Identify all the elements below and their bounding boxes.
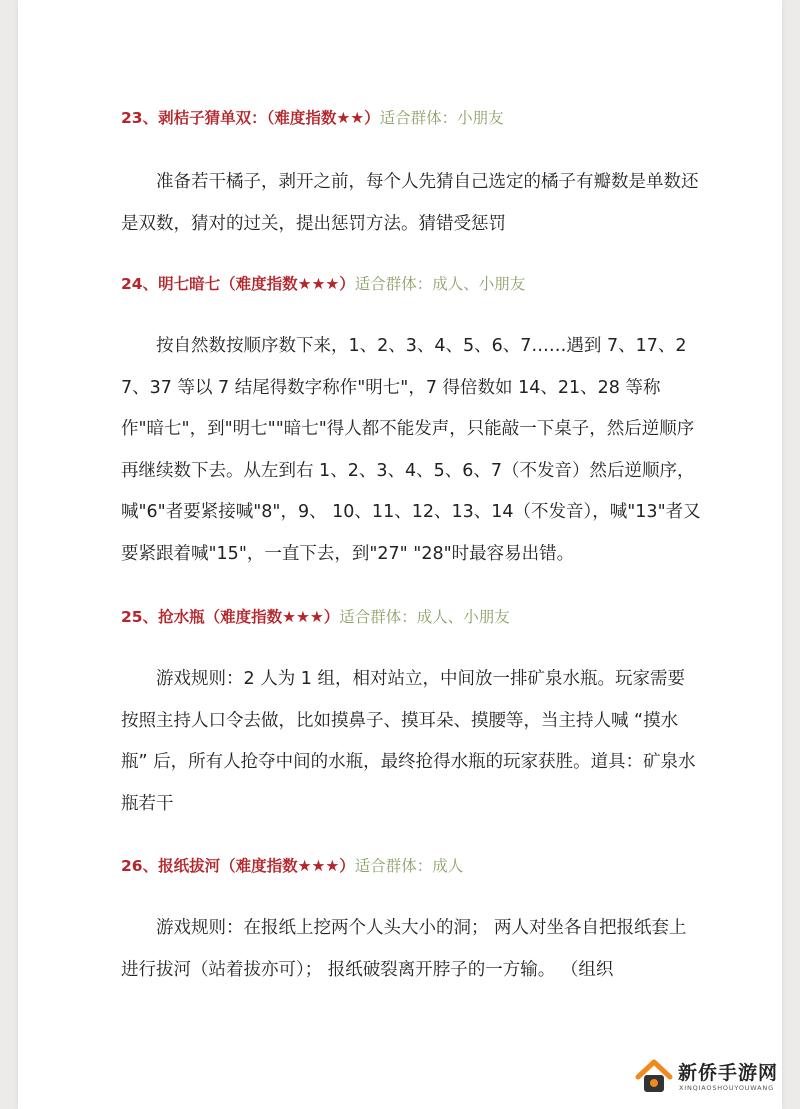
item-heading-26 — [121, 856, 701, 876]
item-body-23: 准备若干橘子，剥开之前，每个人先猜自己选定的橘子有瓣数是单数还是双数，猜对的过关，提出惩罚方法。猜错受惩罚 — [121, 172, 699, 234]
watermark-subtitle: XINQIAOSHOUYOUWANG — [679, 1084, 774, 1092]
item-number: 23、 — [121, 109, 159, 127]
item-difficulty: （难度指数★★★） — [220, 857, 355, 875]
item-body-24: 按自然数按顺序数下来，1、2、3、4、5、6、7……遇到 7、17、27、37 等以 7 结尾得数字称作"明七"，7 得倍数如 14、21、28 等称作"暗七"，到"明七""暗七"得人都不能发声，只能敲一下桌子，然后逆顺序再继续数下去。从左到右 1、2、3、4、5、6、7（不发音）然后逆顺序，喊"6"者要紧接喊"8"，9、 10、11、12、13、14（不发音），喊"13"者又要紧跟着喊"15"，一直下去，到"27" "28"时最容易出错。 — [121, 336, 701, 564]
item-audience: 适合群体：小朋友 — [379, 109, 504, 127]
item-difficulty: （难度指数★★） — [266, 109, 380, 127]
item-title: 抢水瓶 — [158, 608, 205, 626]
item-audience: 适合群体：成人、小朋友 — [354, 275, 526, 293]
site-watermark-logo — [634, 1053, 794, 1103]
house-logo-icon — [634, 1057, 674, 1097]
item-body-26: 游戏规则：在报纸上挖两个人头大小的洞； 两人对坐各自把报纸套上进行拔河（站着拔亦可）； 报纸破裂离开脖子的一方输。 （组织 — [121, 918, 687, 980]
item-difficulty: （难度指数★★★） — [220, 275, 355, 293]
article-page — [18, 0, 782, 1109]
item-number: 26、 — [121, 857, 159, 875]
item-heading-23 — [121, 108, 701, 128]
item-body-25: 游戏规则：2 人为 1 组，相对站立，中间放一排矿泉水瓶。玩家需要按照主持人口令去做，比如摸鼻子、摸耳朵、摸腰等，当主持人喊 “摸水瓶” 后，所有人抢夺中间的水瓶，最终抢得水瓶的玩家获胜。道具：矿泉水瓶若干 — [121, 669, 696, 814]
item-audience: 适合群体：成人 — [354, 857, 464, 875]
item-title: 报纸拔河 — [158, 857, 221, 875]
item-difficulty: （难度指数★★★） — [204, 608, 340, 626]
item-heading-25 — [121, 607, 701, 627]
item-title: 明七暗七 — [158, 275, 221, 293]
item-title: 剥桔子猜单双： — [158, 109, 267, 127]
item-audience: 适合群体：成人、小朋友 — [339, 608, 510, 626]
watermark-name: 新侨手游网 — [678, 1062, 779, 1084]
item-number: 25、 — [121, 608, 159, 626]
item-number: 24、 — [121, 275, 159, 293]
item-heading-24 — [121, 274, 701, 294]
